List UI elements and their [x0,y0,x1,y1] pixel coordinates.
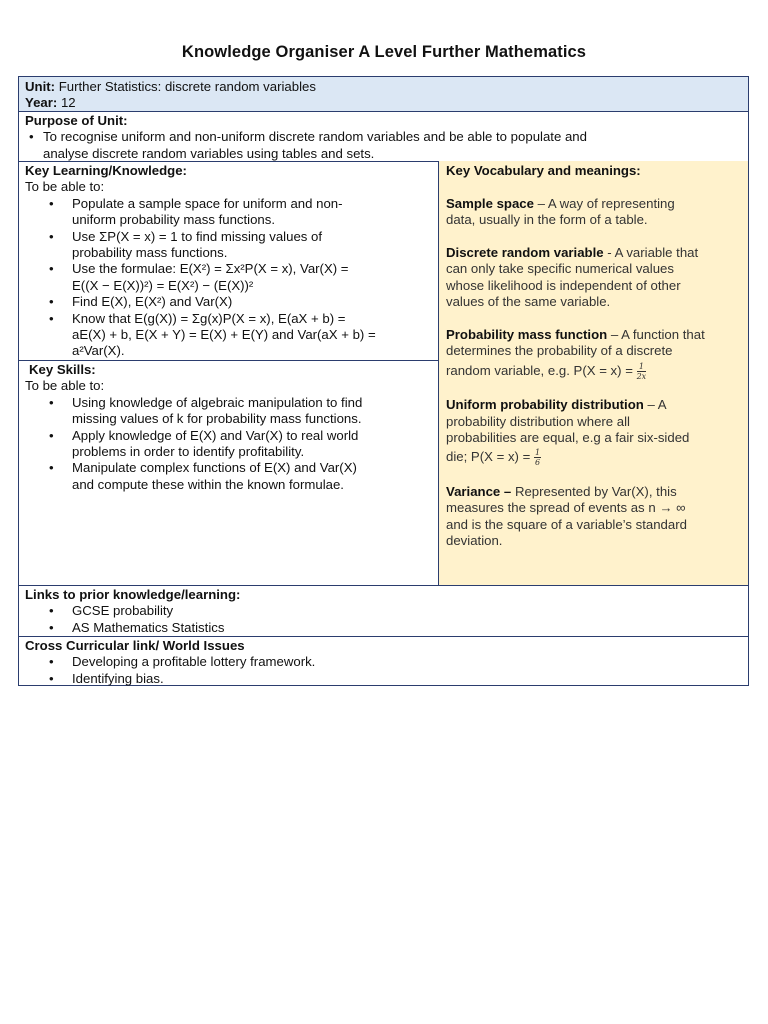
learning-item [25,229,433,262]
skills-line: • Apply knowledge of E(X) and Var(X) to real world [72,427,359,443]
skills-line: • Manipulate complex functions of E(X) and Var(X) [72,460,357,476]
purpose-line: • To recognise uniform and non-uniform discrete random variables and be able to populate and [43,129,587,145]
skills-heading: Key Skills: [29,362,96,377]
vocab-heading: Key Vocabulary and meanings: [446,163,641,178]
vocab-entry-discrete-random-variable [446,245,742,311]
purpose-line: analyse discrete random variables using tables and sets. [43,145,375,161]
learning-line: probability mass functions. [72,245,228,261]
vocab-line: can only take specific numerical values [446,261,674,277]
year-label: Year: [25,95,58,111]
vocab-entry-probability-mass-function [446,327,742,381]
fraction [637,362,647,381]
skills-line: missing values of k for probability mass functions. [72,411,362,427]
vocab-line: die; P(X = x) = [446,449,534,465]
skills-item [25,395,433,428]
learning-item [25,261,433,294]
vocab-line: random variable, e.g. P(X = x) = [446,362,637,378]
cross-item-text: • Developing a profitable lottery framework. [72,654,316,670]
links-heading: Links to prior knowledge/learning: [25,587,241,602]
learning-line: • Use ΣP(X = x) = 1 to find missing values of [72,228,323,244]
vocab-term: Discrete random variable [446,245,604,261]
purpose-row [19,111,748,161]
learning-item [25,196,433,229]
vocab-separator: - [603,245,615,261]
vocab-separator: – [643,397,658,413]
key-learning-cell [19,161,439,360]
learning-item [25,311,433,360]
fraction-denominator: 6 [534,458,541,468]
skills-intro: To be able to: [25,378,105,394]
vocab-entry-uniform-distribution [446,397,742,467]
vocab-line: A function that [621,327,705,343]
vocab-line: probabilities are equal, e.g a fair six-sided [446,430,690,446]
vocab-term: Sample space [446,195,534,211]
vocab-entry-variance [446,484,742,550]
learning-line: • Use the formulae: E(X²) = Σx²P(X = x), Var(X) = [72,261,349,277]
vocab-line: whose likelihood is independent of other [446,277,681,293]
vocab-entry-sample-space [446,196,742,229]
cross-item [25,654,742,670]
links-item-text: • AS Mathematics Statistics [72,619,225,635]
cross-heading: Cross Curricular link/ World Issues [25,638,245,653]
learning-heading: Key Learning/Knowledge: [25,163,187,178]
unit-value: Further Statistics: discrete random variables [58,79,316,94]
key-skills-cell [19,360,439,585]
vocab-line: measures the spread of events as n → ∞ [446,500,686,516]
links-item [25,603,742,619]
vocab-line: data, usually in the form of a table. [446,212,648,228]
unit-label: Unit: [25,79,56,94]
fraction-numerator: 1 [637,362,647,372]
vocab-line: A variable that [614,245,699,261]
fraction [534,448,541,467]
links-row [19,585,748,636]
vocab-term: Variance – [446,483,512,499]
purpose-bullet [25,129,742,162]
vocab-separator: – [607,327,622,343]
learning-line: • Populate a sample space for uniform and non- [72,195,343,211]
learning-intro: To be able to: [25,179,105,195]
vocab-line: and is the square of a variable’s standard [446,516,687,532]
fraction-numerator: 1 [534,448,541,458]
cross-item [25,671,742,687]
vocab-line: Represented by Var(X), this [514,483,677,499]
learning-line: aE(X) + b, E(X + Y) = E(X) + E(Y) and Var(aX + b) = [72,327,376,343]
vocab-term: Uniform probability distribution [446,397,644,413]
skills-line: problems in order to identify profitability. [72,444,305,460]
vocab-line: probability distribution where all [446,413,630,429]
fraction-denominator: 2x [636,371,647,381]
skills-item [25,428,433,461]
vocab-line: A [657,397,667,413]
links-item [25,620,742,636]
skills-line: • Using knowledge of algebraic manipulation to find [72,394,363,410]
unit-row [19,77,748,111]
vocab-separator: – [533,195,548,211]
knowledge-organiser-table [18,76,749,686]
cross-item-text: • Identifying bias. [72,670,164,686]
vocab-line: determines the probability of a discrete [446,343,673,359]
vocab-line: values of the same variable. [446,294,611,310]
cross-curricular-row [19,636,748,685]
learning-line: • Find E(X), E(X²) and Var(X) [72,294,233,310]
vocab-line: deviation. [446,533,503,549]
links-item-text: • GCSE probability [72,603,174,619]
year-value: 12 [60,95,76,111]
learning-item [25,294,433,310]
column-divider [438,161,439,585]
page-title: Knowledge Organiser A Level Further Mathematics [181,43,587,61]
skills-item [25,460,433,493]
purpose-heading: Purpose of Unit: [25,113,128,128]
skills-line: and compute these within the known formulae. [72,476,344,492]
learning-line: uniform probability mass functions. [72,212,276,228]
vocab-line: A way of representing [547,195,675,211]
learning-line: E((X − E(X))²) = E(X²) − (E(X))² [72,277,254,293]
learning-line: a²Var(X). [72,343,125,359]
vocab-term: Probability mass function [446,327,608,343]
learning-line: • Know that E(g(X)) = Σg(x)P(X = x), E(aX + b) = [72,310,346,326]
key-vocabulary-cell [439,161,748,585]
